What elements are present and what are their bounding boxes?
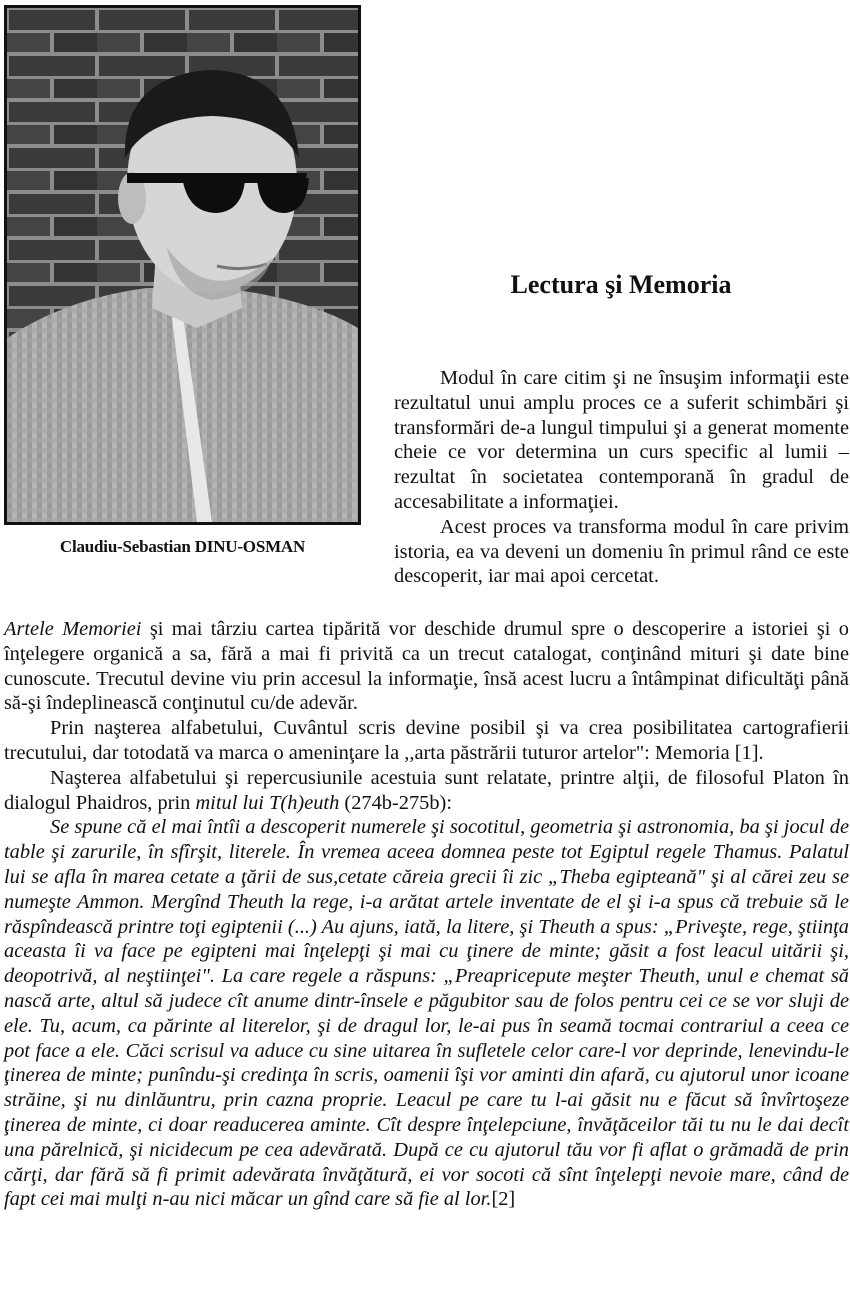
emphasis-myth: mitul lui T(h)euth [195, 791, 340, 814]
emphasis-artele-memoriei: Artele Memoriei [4, 618, 142, 640]
body-paragraph-alphabet: Prin naşterea alfabetului, Cuvântul scris devine posibil şi va crea posibilitatea cartografierii trecutului, dar totodată va marca o ameninţare la ,,arta păstrării tuturor artelor": Memoria [1]. [4, 717, 849, 764]
quote-reference: [2] [491, 1188, 516, 1211]
platon-text-b: (274b-275b): [339, 791, 453, 814]
phaedrus-quote [4, 815, 849, 1212]
photo-caption: Claudiu-Sebastian DINU-OSMAN [59, 537, 306, 556]
intro-column [394, 366, 849, 589]
intro-paragraph-2: Acest proces va transforma modul în care privim istoria, ea va deveni un domeniu în primul rând ce este descoperit, iar mai apoi cercetat. [394, 515, 849, 588]
quote-text: Se spune că el mai întîi a descoperit numerele şi socotitul, geometria şi astronomia, ba şi jocul de table şi zarurile, în sfîrşit, literele. În vremea aceea domnea peste tot Egiptul regele Thamus. Palatul lui se afla în marea cetate a ţării de sus,cetate căreia grecii îi zic „Theba egipteană" şi al cărei zeu se numeşte Ammon. Mergînd Theuth la rege, i-a arătat artele inventate de el şi i-a spus că trebuie să le răspîndească printre toţi egiptenii (...) Au ajuns, iată, la litere, şi Theuth a spus: „Priveşte, rege, ştiinţa aceasta îi va face pe egipteni mai înţelepţi şi mai cu ţinere de minte; găsit a fost leacul uitării şi, deopotrivă, al neştiinţei". La care regele a răspuns: „Preapricepute meşter Theuth, unul e chemat să nască arte, altul să judece cît anume dintr-însele e păgubitor sau de folos pentru cei ce se vor sluji de ele. Tu, acum, ca părinte al literelor, şi de dragul lor, le-ai pus în seamă tocmai contrariul a ceea ce pot face a ele. Căci scrisul va aduce cu sine uitarea în sufletele celor care-l vor deprinde, lenevindu-le ţinerea de minte; punîndu-şi credinţa în scris, oamenii îşi vor aminti din afară, cu ajutorul unor icoane străine, şi nu dinlăuntru, prin cazna proprie. Leacul pe care tu l-ai găsit nu e făcut să învîrtoşeze ţinerea de minte, ci doar readucerea aminte. Cît despre înţelepciune, învăţăceilor tăi tu nu le dai decît una părelnică, şi nicidecum pe cea adevărată. După ce cu ajutorul tău vor fi aflat o grămadă de prin cărţi, dar fără să fi primit adevărata învăţătură, ei vor socoti că sînt înţelepţi nevoie mare, când de fapt cei mai mulţi n-au nici măcar un gînd care să fie al lor. [4, 816, 849, 1211]
article-title: Lectura şi Memoria [510, 270, 732, 299]
author-photo [4, 5, 361, 525]
body-paragraph-continuation [4, 617, 849, 716]
platon-text-a: Naşterea alfabetului şi repercusiunile acestuia sunt relatate, printre alţii, de filosoful Platon în dialogul Phaidros, prin [4, 766, 849, 814]
intro-paragraph-1: Modul în care citim şi ne însuşim informaţii este rezultatul unui amplu proces ce a suferit schimbări şi transformări de-a lungul timpului şi a generat momente cheie ce vor determina un curs specific al lumii – rezultat în societatea contemporană în gradul de accesabilitate a informaţiei. [394, 367, 849, 513]
body-paragraph-platon [4, 766, 849, 816]
author-portrait-icon [7, 8, 358, 522]
article-body [4, 617, 849, 1212]
body-paragraph-continuation-text: şi mai târziu cartea tipărită vor deschide drumul spre o descoperire a istoriei şi o înţelegere organică a sa, fără a mai fi privită ca un trecut catalogat, conţinând mituri şi date bine cunoscute. Trecutul devine viu prin accesul la informaţie, însă acest lucru a întâmpinat dificultăţi până să-şi îndeplinească conţinutul cu/de adevăr. [4, 618, 849, 715]
